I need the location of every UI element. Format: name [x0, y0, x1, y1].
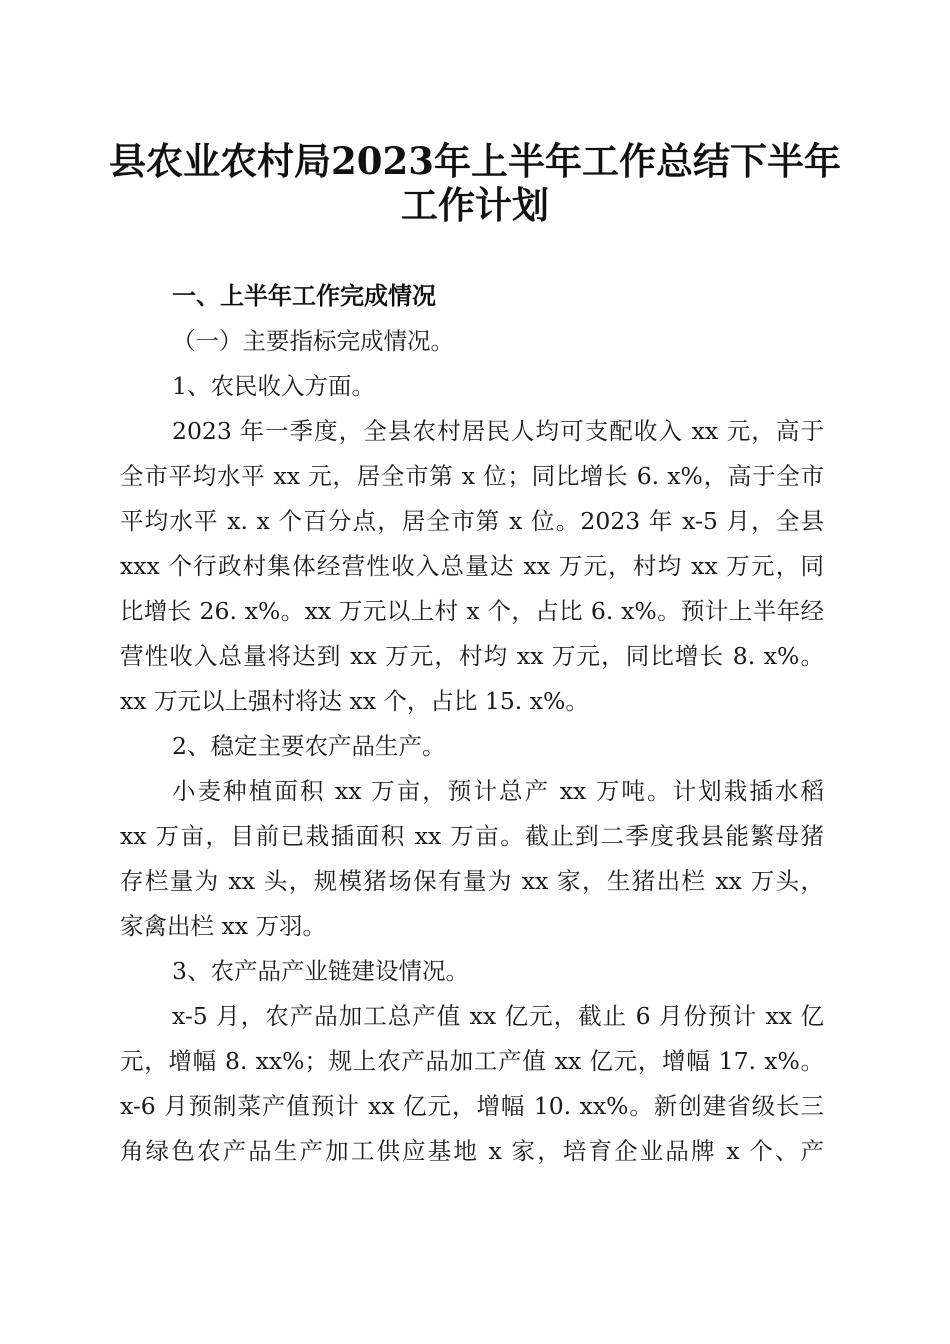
item-heading-income: 1、农民收入方面。 [172, 372, 375, 400]
subsection-heading: （一）主要指标完成情况。 [172, 327, 454, 355]
paragraph-line: 比增长 26. x%。xx 万元以上村 x 个，占比 6. x%。预计上半年经 [120, 597, 824, 625]
document-title-line-2: 工作计划 [401, 183, 549, 227]
paragraph-line: 小麦种植面积 xx 万亩，预计总产 xx 万吨。计划栽插水稻 [172, 777, 824, 805]
paragraph-line: 元，增幅 8. xx%；规上农产品加工产值 xx 亿元，增幅 17. x%。 [120, 1047, 824, 1075]
paragraph-line: xx 万亩，目前已栽插面积 xx 万亩。截止到二季度我县能繁母猪 [120, 822, 824, 850]
document-title-line-1: 县农业农村局2023年上半年工作总结下半年 [109, 139, 841, 183]
section-heading: 一、上半年工作完成情况 [172, 282, 436, 310]
paragraph-line: xxx 个行政村集体经营性收入总量达 xx 万元，村均 xx 万元，同 [120, 552, 824, 580]
paragraph-line: 角绿色农产品生产加工供应基地 x 家，培育企业品牌 x 个、产 [120, 1137, 824, 1165]
paragraph-line: 全市平均水平 xx 元，居全市第 x 位；同比增长 6. x%，高于全市 [120, 462, 824, 490]
paragraph-line: 存栏量为 xx 头，规模猪场保有量为 xx 家，生猪出栏 xx 万头， [120, 867, 824, 895]
paragraph-line: 家禽出栏 xx 万羽。 [120, 912, 326, 940]
paragraph-line: x-5 月，农产品加工总产值 xx 亿元，截止 6 月份预计 xx 亿 [172, 1002, 824, 1030]
paragraph-line: 平均水平 x. x 个百分点，居全市第 x 位。2023 年 x-5 月，全县 [120, 507, 824, 535]
paragraph-line: xx 万元以上强村将达 xx 个，占比 15. x%。 [120, 687, 589, 715]
paragraph-line: 营性收入总量将达到 xx 万元，村均 xx 万元，同比增长 8. x%。 [120, 642, 824, 670]
item-heading-production: 2、稳定主要农产品生产。 [172, 732, 446, 760]
item-heading-industry-chain: 3、农产品产业链建设情况。 [172, 957, 469, 985]
paragraph-line: x-6 月预制菜产值预计 xx 亿元，增幅 10. xx%。新创建省级长三 [120, 1092, 824, 1120]
paragraph-line: 2023 年一季度，全县农村居民人均可支配收入 xx 元，高于 [172, 417, 824, 445]
